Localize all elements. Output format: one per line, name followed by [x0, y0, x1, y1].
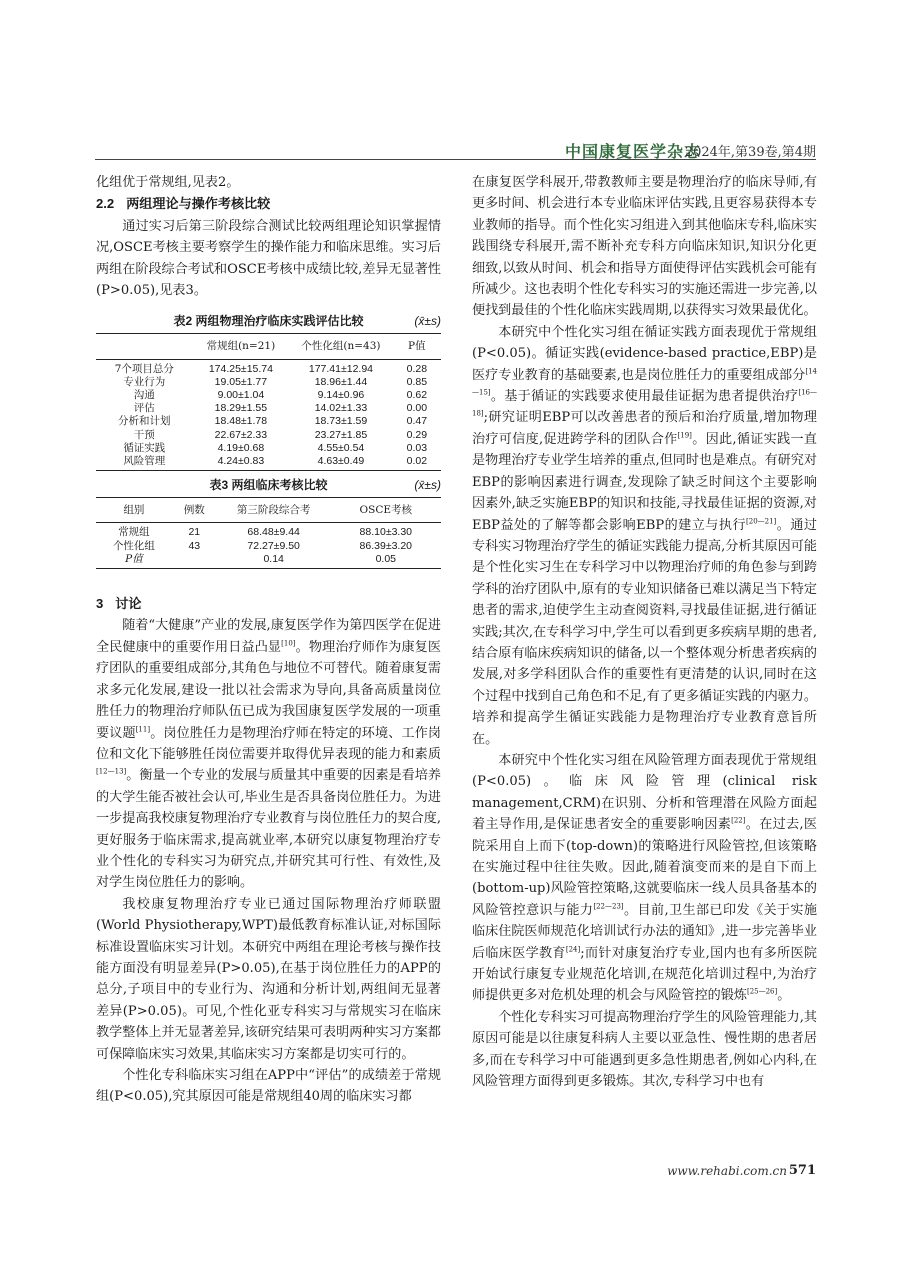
table-cell: 18.48±1.78 [214, 415, 268, 428]
table-cell: 18.73±1.59 [314, 415, 368, 428]
table-cell: 18.96±1.44 [314, 375, 368, 388]
table-cell: 0.02 [406, 455, 428, 468]
citation: [22—23] [593, 902, 624, 911]
text-run: ;研究证明EBP可以改善患者的预后和治疗质量,增加物理治疗可信度,促进跨学科的团队合作 [472, 410, 817, 447]
table-cell: 22.67±2.33 [214, 428, 268, 441]
table-cell: 0.14 [263, 552, 284, 565]
table-cell: 23.27±1.85 [314, 428, 368, 441]
table-row [96, 415, 441, 428]
table-cell: 88.10±3.30 [359, 526, 413, 539]
table-cell: 0.00 [406, 402, 428, 415]
table-cell: 72.27±9.50 [247, 539, 300, 552]
text-run: 。通过专科实习物理治疗学生的循证实践能力提高,分析其原因可能是个性化实习生在专科学习中以物理治疗师的角色参与到跨学科的治疗团队中,原有的专业知识储备已难以满足当下特定患者的需求,迫使学生主动查阅资料,寻找最佳证据,进行循证实践;其次,在专科学习中,学生可以看到更多疾病早期的患者,结合原有临床疾病知识的储备,以一个整体观分析患者疾病的发展,对多学科团队合作的重要性有更清楚的认识,同时在这个过程中找到自己角色和不足,有了更多循证实践的内驱力。培养和提高学生循证实践能力是物理治疗专业教育意旨所在。 [472, 517, 817, 747]
text-run: 随着“大健康”产业的发展,康复医学作为第四医学在促进全民健康中的重要作用日益凸显 [96, 618, 441, 655]
text-run: 。岗位胜任力是物理治疗师在特定的环境、工作岗位和文化下能够胜任岗位需要并取得优异表现的能力和素质 [96, 725, 442, 762]
table-cell: 0.28 [406, 362, 428, 375]
table-header-cell: 常规组(n=21) [206, 340, 276, 353]
table-cell: 4.55±0.54 [317, 441, 365, 454]
table-cell: 177.41±12.94 [308, 362, 374, 375]
table-cell: 18.29±1.55 [214, 402, 268, 415]
text-run: 。 [777, 988, 791, 1004]
table-cell: 9.14±0.96 [317, 389, 365, 402]
table-3 [96, 473, 441, 569]
section-heading-2-2 [96, 193, 441, 215]
paragraph: 化组优于常规组,见表2。 [96, 175, 240, 190]
table-unit: (x̄±s) [414, 314, 441, 329]
section-heading-3 [96, 593, 441, 615]
table-row [96, 523, 441, 540]
text-run: 。目前,卫生部已印发《关于实施临床住院医师规范化培训试行办法的通知》,进一步完善毕业后临床医学教育 [472, 902, 817, 961]
paragraph: 在康复医学科展开,带教教师主要是物理治疗的临床导师,有更多时间、机会进行本专业临床评估实践,且更容易获得本专业教师的指导。而个性化实习组进入到其他临床专科,临床实践围绕专科展开,需不断补充专科方向临床知识,知识分化更细致,以致从时间、机会和指导方面使得评估实践机会可能有所减少。这也表明个性化专科实习的实施还需进一步完善,以便找到最佳的个性化临床实践周期,以获得实习效果最优化。 [472, 175, 817, 319]
table-cell: 86.39±3.20 [359, 539, 413, 552]
table-row [96, 389, 441, 402]
table-row [96, 402, 441, 415]
table-header-cell: 例数 [183, 504, 205, 517]
table-cell: 0.05 [375, 552, 396, 565]
table-cell: 评估 [133, 402, 155, 415]
text-run: 。基于循证的实践要求使用最佳证据为患者提供治疗 [490, 389, 799, 405]
paragraph [96, 615, 441, 893]
paragraph: 我校康复物理治疗专业已通过国际物理治疗师联盟(World Physiotherapy,WPT)最低教育标准认证,对标国际标准设置临床实习计划。本研究中两组在理论考核与操作技能方面没有明显差异(P>0.05),在基于岗位胜任力的APP的总分,子项目中的专业行为、沟通和分析计划,两组间无显著差异(P>0.05)。可见,个性化亚专科实习与常规实习在临床教学整体上并无显著差异,该研究结果可表明两种实习方案都可保障临床实习效果,其临床实习方案都是切实可行的。 [96, 896, 441, 1062]
text-run: 。衡量一个专业的发展与质量其中重要的因素是看培养的大学生能否被社会认可,毕业生是否具备岗位胜任力。为进一步提高我校康复物理治疗专业教育与岗位胜任力的契合度,更好服务于临床需求,提高就业率,本研究以康复物理治疗专业个性化的专科实习为研究点,并研究其可行性、有效性,及对学生岗位胜任力的影响。 [96, 768, 441, 891]
table-row [96, 442, 441, 455]
citation: [19] [677, 431, 692, 440]
citation: [12—13] [96, 767, 127, 776]
table-cell: 循证实践 [123, 441, 166, 454]
table-cell: P值 [125, 552, 143, 565]
table-body [96, 497, 441, 569]
table-cell: 沟通 [133, 389, 155, 402]
table-cell: 68.48±9.44 [247, 526, 300, 539]
section-title: 两组理论与操作考核比较 [126, 197, 271, 213]
table-cell: 专业行为 [123, 375, 166, 388]
text-run: 。因此,循证实践一直是物理治疗专业学生培养的重点,但同时也是难点。有研究对EBP的影响因素进行调查,发现除了缺乏时间这个主要影响因素外,缺乏实施EBP的知识和技能,寻找最佳证据的资源,对EBP益处的了解等都会影响EBP的建立与执行 [472, 431, 817, 533]
section-number: 3 [96, 596, 104, 612]
table-cell: 常规组 [118, 526, 150, 539]
table-header-row [96, 334, 441, 359]
table-header-cell: 第三阶段综合考 [236, 504, 311, 517]
table-cell: 个性化组 [112, 539, 155, 552]
table-row [96, 553, 441, 569]
paragraph: 个性化专科实习可提高物理治疗学生的风险管理能力,其原因可能是以往康复科病人主要以亚急性、慢性期的患者居多,而在专科学习中可能遇到更多急性期患者,例如心内科,在风险管理方面得到更多锻炼。其次,专科学习中也有 [472, 1009, 817, 1090]
header-rule [95, 159, 816, 160]
table-cell: 19.05±1.77 [214, 375, 268, 388]
table-cell: 风险管理 [123, 455, 166, 468]
table-row [96, 540, 441, 553]
table-cell: 0.62 [406, 389, 428, 402]
journal-url: www.rehabi.com.cn [667, 1164, 787, 1178]
table-cell: 干预 [133, 428, 155, 441]
table-header-cell [96, 334, 193, 359]
table-cell [172, 553, 217, 569]
citation: [16—18] [472, 388, 817, 419]
table-row [96, 455, 441, 471]
citation: [10] [281, 639, 296, 648]
section-title: 讨论 [115, 597, 142, 613]
issue-info: 2024年,第39卷,第4期 [684, 145, 816, 160]
table-cell: 21 [188, 526, 201, 539]
citation: [14—15] [472, 367, 817, 397]
paragraph: 个性化专科临床实习组在APP中“评估”的成绩差于常规组(P<0.05),究其原因可能是常规组40周的临床实习都 [96, 1068, 441, 1105]
table-cell: 4.24±0.83 [217, 455, 265, 468]
table-cell: 14.02±1.33 [314, 402, 368, 415]
table-header-row [96, 498, 441, 523]
table-cell: 分析和计划 [118, 415, 171, 428]
citation: [22] [731, 816, 746, 825]
table-caption: 表3 两组临床考核比较 [209, 478, 328, 493]
text-run: 。物理治疗师作为康复医疗团队的重要组成部分,其角色与地位不可替代。随着康复需求多元化发展,建设一批以社会需求为导向,具备高质量岗位胜任力的物理治疗师队伍已成为我国康复医学发展的一项重要议题 [96, 639, 442, 741]
table-caption: 表2 两组物理治疗临床实践评估比较 [173, 314, 364, 329]
table-cell: 0.47 [406, 415, 428, 428]
section-number: 2.2 [96, 196, 115, 212]
table-cell: 4.19±0.68 [217, 441, 265, 454]
table-header-cell: P值 [408, 340, 426, 353]
citation: [20—21] [746, 517, 777, 526]
journal-name: 中国康复医学杂志 [564, 142, 701, 161]
table-cell: 0.03 [406, 441, 428, 454]
left-column [96, 172, 441, 1108]
table-row [96, 359, 441, 376]
paragraph [472, 750, 817, 1007]
citation: [11] [135, 725, 151, 734]
table-cell: 174.25±15.74 [208, 362, 273, 375]
page-number: 571 [788, 1163, 816, 1178]
table-title [96, 309, 441, 333]
paragraph [472, 322, 817, 750]
table-row [96, 429, 441, 442]
table-cell: 9.00±1.04 [217, 389, 265, 402]
table-body [96, 333, 441, 471]
text-run: ;而针对康复治疗专业,国内也有多所医院开始试行康复专业规范化培训,在规范化培训过程中,为治疗师提供更多对危机处理的机会与风险管控的锻炼 [472, 945, 817, 1004]
table-row [96, 376, 441, 389]
paragraph: 通过实习后第三阶段综合测试比较两组理论知识掌握情况,OSCE考核主要考察学生的操作能力和临床思维。实习后两组在阶段综合考试和OSCE考核中成绩比较,差异无显著性(P>0.05),见表3。 [96, 218, 441, 299]
right-column [472, 172, 817, 1092]
page-header [0, 136, 913, 160]
text-run: 本研究中个性化实习组在风险管理方面表现优于常规组(P<0.05)。临床风险管理(clinical risk management,CRM)在识别、分析和管理潜在风险方面起着主导作用,是保证患者安全的重要影响因素 [472, 752, 817, 833]
table-header-cell: OSCE考核 [359, 504, 413, 517]
table-2 [96, 309, 441, 471]
table-header-cell: 个性化组(n=43) [301, 340, 381, 353]
text-run: 。在过去,医院采用自上而下(top-down)的策略进行风险管控,但该策略在实施过程中往往失败。因此,随着演变而来的是自下而上(bottom-up)风险管控策略,这就要临床一线人员具备基本的风险管控意识与能力 [472, 817, 817, 918]
citation: [24] [565, 945, 581, 954]
citation: [25—26] [746, 988, 778, 997]
table-title [96, 473, 441, 497]
table-cell: 4.63±0.49 [317, 455, 365, 468]
table-cell: 0.85 [406, 375, 428, 388]
text-run: 本研究中个性化实习组在循证实践方面表现优于常规组(P<0.05)。循证实践(evidence-based practice,EBP)是医疗专业教育的基础要素,也是岗位胜任力的重要组成部分 [472, 324, 817, 383]
table-cell: 7个项目总分 [114, 362, 174, 375]
table-header-cell: 组别 [123, 504, 145, 517]
table-cell: 0.29 [406, 428, 428, 441]
table-unit: (x̄±s) [414, 478, 441, 493]
table-cell: 43 [188, 539, 201, 552]
